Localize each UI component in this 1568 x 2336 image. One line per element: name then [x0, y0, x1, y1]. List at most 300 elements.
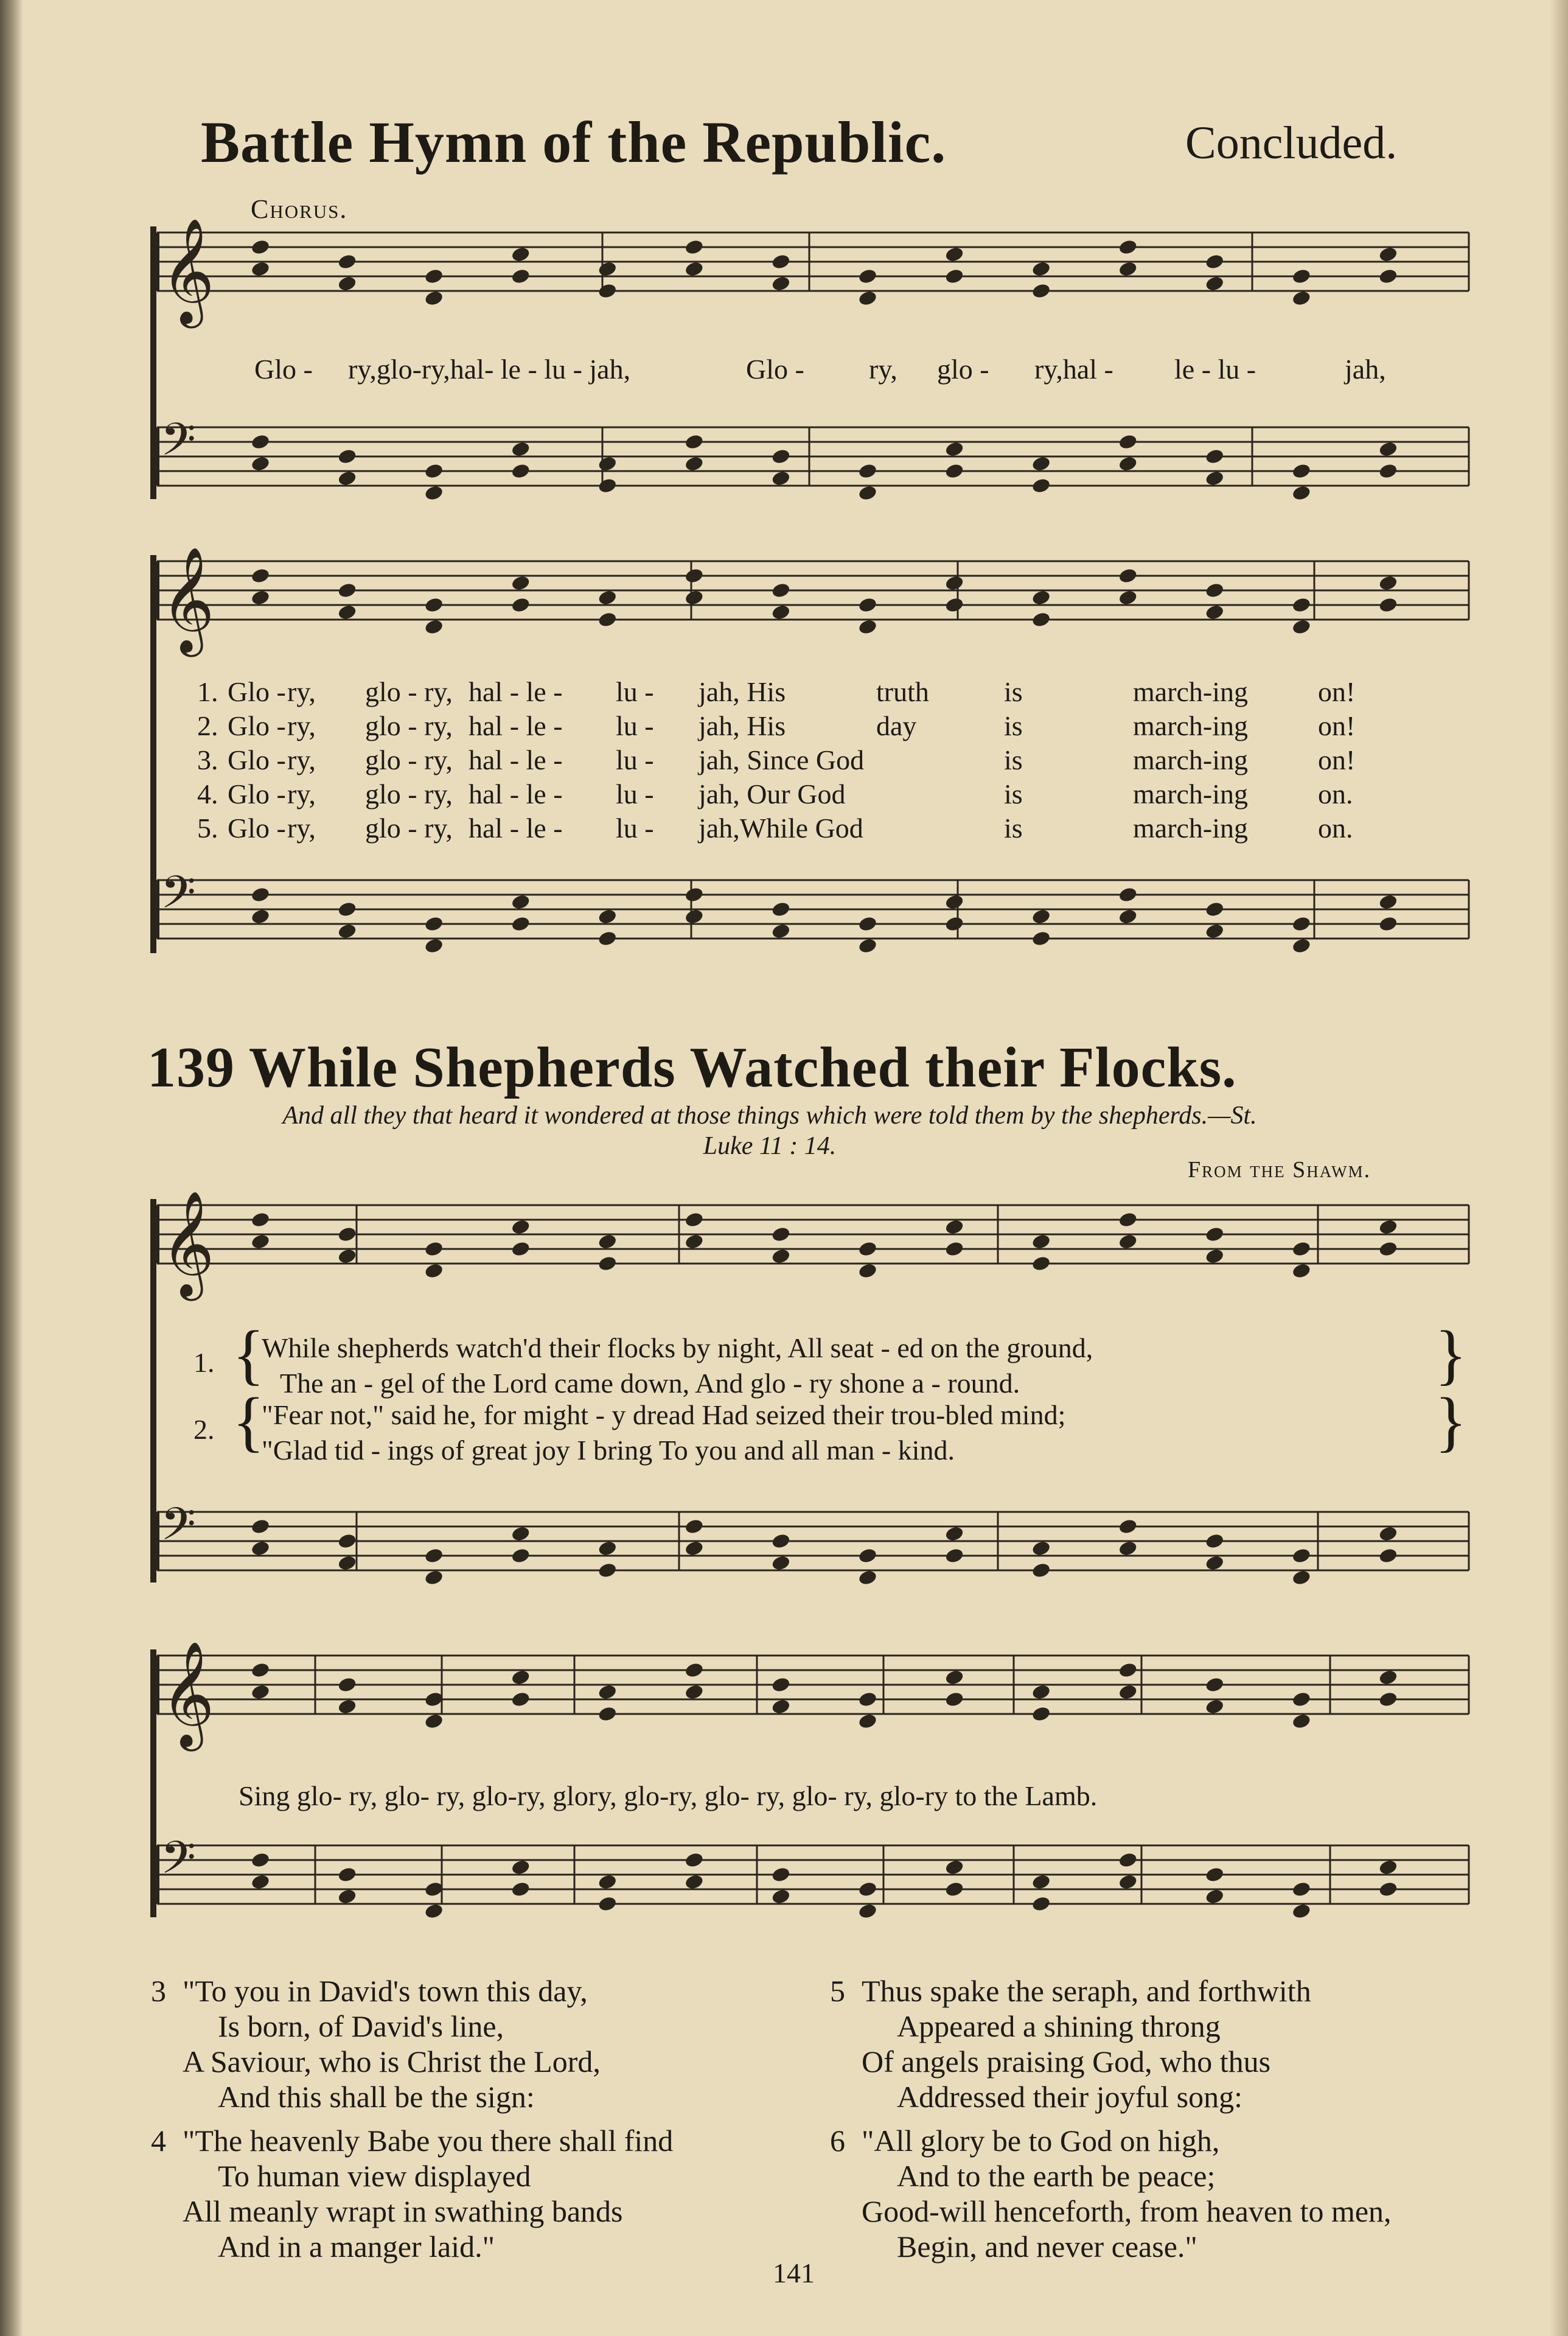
- verse-syllable: glo - ry,: [365, 676, 453, 707]
- verse-number: 1.: [197, 676, 218, 707]
- notehead: [857, 463, 877, 480]
- notehead: [510, 893, 531, 911]
- verse-syllable: Glo -: [228, 813, 286, 844]
- notehead: [1205, 901, 1225, 918]
- notehead: [424, 1262, 444, 1279]
- notehead: [337, 275, 357, 292]
- notehead: [1291, 1569, 1311, 1586]
- notehead: [1378, 1859, 1398, 1876]
- notehead: [1291, 1903, 1311, 1920]
- verse-syllable: lu -: [616, 676, 654, 707]
- verse-2-line-b: "Glad tid - ings of great joy I bring To you and all man - kind.: [262, 1435, 955, 1466]
- notehead: [510, 596, 531, 614]
- notehead: [1205, 1226, 1225, 1243]
- notehead: [337, 1226, 357, 1243]
- notehead: [250, 455, 270, 472]
- verse-syllable: jah,While God: [699, 813, 863, 844]
- notehead: [857, 596, 877, 614]
- verse-syllable: march-ing: [1133, 710, 1249, 741]
- stanza-6: [830, 2123, 1392, 2264]
- notehead: [1031, 1873, 1051, 1890]
- notehead: [1378, 596, 1398, 614]
- verse-syllable: hal - le -: [469, 813, 563, 844]
- verse-syllable: on!: [1318, 676, 1356, 707]
- notehead: [1118, 1852, 1138, 1869]
- chorus-lyric-3: Glo -: [746, 354, 804, 385]
- notehead: [1031, 611, 1051, 628]
- stanza-number: 5: [830, 1974, 845, 2008]
- notehead: [857, 290, 877, 307]
- notehead: [944, 246, 964, 263]
- chorus-mark: Chorus.: [251, 194, 348, 224]
- verse-syllable: hal - le -: [469, 710, 563, 741]
- verse-syllable: ry,: [287, 813, 316, 844]
- notehead: [424, 618, 444, 635]
- chorus-lyric-4: ry,: [869, 354, 897, 385]
- bass-clef-icon: 𝄢: [161, 413, 196, 477]
- notehead: [771, 1698, 791, 1715]
- notehead: [510, 1219, 531, 1236]
- notehead: [510, 441, 531, 458]
- stanza-line: And this shall be the sign:: [218, 2080, 535, 2114]
- notehead: [684, 1540, 704, 1557]
- notehead: [1118, 1540, 1138, 1557]
- brace-left-1: {: [232, 1317, 265, 1391]
- notehead: [857, 1881, 877, 1898]
- notehead: [1205, 448, 1225, 465]
- notehead: [1205, 470, 1225, 487]
- verse-syllable: lu -: [616, 813, 654, 844]
- brace-right-1: }: [1435, 1317, 1467, 1391]
- bass-clef-icon: 𝄢: [161, 1831, 196, 1895]
- notehead: [250, 589, 270, 606]
- verse-syllable: is: [1004, 676, 1023, 707]
- notehead: [598, 1684, 618, 1701]
- notehead: [598, 1705, 618, 1722]
- tune-source: From the Shawm.: [1188, 1157, 1371, 1183]
- notehead: [684, 1518, 704, 1535]
- notehead: [250, 433, 270, 450]
- verse-syllable: ry,: [287, 710, 316, 741]
- stanza-line: "All glory be to God on high,: [862, 2124, 1220, 2158]
- notehead: [1205, 582, 1225, 599]
- notehead: [250, 1873, 270, 1890]
- notehead: [337, 253, 357, 270]
- stanza-line: All meanly wrapt in swathing bands: [183, 2194, 623, 2228]
- notehead: [424, 937, 444, 954]
- notehead: [944, 1547, 964, 1564]
- notehead: [424, 1547, 444, 1564]
- notehead: [771, 901, 791, 918]
- brace-right-2: }: [1435, 1384, 1467, 1458]
- stanza-line: Thus spake the seraph, and forthwith: [862, 1974, 1311, 2008]
- notehead: [598, 1562, 618, 1579]
- notehead: [510, 1525, 531, 1542]
- notehead: [424, 1903, 444, 1920]
- notehead: [250, 1662, 270, 1679]
- notehead: [944, 1881, 964, 1898]
- hymn-title: Battle Hymn of the Republic.: [201, 110, 947, 175]
- notehead: [857, 937, 877, 954]
- notehead: [250, 1684, 270, 1701]
- notehead: [1118, 589, 1138, 606]
- verse-number: 3.: [197, 744, 218, 775]
- notehead: [944, 1525, 964, 1542]
- notehead: [944, 1669, 964, 1686]
- notehead: [944, 915, 964, 932]
- notehead: [684, 589, 704, 606]
- notehead: [1031, 1255, 1051, 1272]
- notehead: [1118, 886, 1138, 903]
- notehead: [337, 448, 357, 465]
- notehead: [510, 1859, 531, 1876]
- notehead: [424, 596, 444, 614]
- notehead: [1118, 567, 1138, 584]
- verse-syllable: on.: [1318, 778, 1353, 810]
- stanza-line: Begin, and never cease.": [897, 2229, 1197, 2264]
- notehead: [1205, 604, 1225, 621]
- page-number: 141: [773, 2257, 815, 2289]
- notehead: [1378, 246, 1398, 263]
- notehead: [1031, 1562, 1051, 1579]
- notehead: [1118, 908, 1138, 925]
- notehead: [250, 1852, 270, 1869]
- hymn-139-title: [147, 1035, 1237, 1100]
- notehead: [1378, 893, 1398, 911]
- chorus-lyric-2: ry,glo-ry,hal- le - lu - jah,: [348, 354, 631, 385]
- notehead: [1378, 441, 1398, 458]
- notehead: [337, 1554, 357, 1572]
- verse-syllable: is: [1004, 710, 1023, 741]
- notehead: [944, 893, 964, 911]
- verse-syllable: march-ing: [1133, 813, 1249, 844]
- stanza-line: Of angels praising God, who thus: [862, 2044, 1271, 2079]
- notehead: [1205, 923, 1225, 940]
- chorus-lyric-5: glo -: [937, 354, 989, 385]
- notehead: [1031, 908, 1051, 925]
- notehead: [944, 1691, 964, 1708]
- verse-syllable: is: [1004, 778, 1023, 810]
- bass-clef-icon: 𝄢: [161, 866, 196, 930]
- verse-syllable: march-ing: [1133, 676, 1249, 707]
- notehead: [1291, 1547, 1311, 1564]
- verse-syllable: Glo -: [228, 676, 286, 707]
- stanza-3: [151, 1973, 601, 2114]
- notehead: [857, 1240, 877, 1257]
- notehead: [1291, 290, 1311, 307]
- verse-syllable: glo - ry,: [365, 744, 453, 775]
- verse-number-1: 1.: [193, 1347, 215, 1378]
- notehead: [1118, 433, 1138, 450]
- verse-syllable: is: [1004, 744, 1023, 775]
- verse-syllable: jah, Since God: [699, 744, 865, 775]
- notehead: [771, 1226, 791, 1243]
- notehead: [857, 618, 877, 635]
- notehead: [771, 448, 791, 465]
- verse-syllable: hal - le -: [469, 676, 563, 707]
- notehead: [684, 1852, 704, 1869]
- notehead: [1378, 1219, 1398, 1236]
- brace-left-2: {: [232, 1384, 265, 1458]
- notehead: [337, 1676, 357, 1693]
- notehead: [250, 239, 270, 256]
- notehead: [1378, 1547, 1398, 1564]
- notehead: [771, 1888, 791, 1905]
- scripture-epigraph: And all they that heard it wondered at those things which were told them by the shepherds.—St. Luke 11 : 14.: [282, 1102, 1257, 1160]
- notehead: [424, 1713, 444, 1730]
- verse-syllable: on.: [1318, 813, 1353, 844]
- notehead: [1205, 1676, 1225, 1693]
- notehead: [250, 886, 270, 903]
- notehead: [857, 1547, 877, 1564]
- notehead: [337, 901, 357, 918]
- notehead: [1291, 937, 1311, 954]
- notehead: [424, 290, 444, 307]
- notehead: [598, 1873, 618, 1890]
- refrain-lyric: Sing glo- ry, glo- ry, glo-ry, glory, glo-ry, glo- ry, glo- ry, glo-ry to the Lamb.: [239, 1780, 1098, 1811]
- notehead: [510, 268, 531, 285]
- notehead: [598, 455, 618, 472]
- stanza-number: 4: [151, 2124, 166, 2158]
- notehead: [684, 1873, 704, 1890]
- notehead: [944, 1219, 964, 1236]
- chorus-lyric-1: Glo -: [254, 354, 313, 385]
- notehead: [944, 575, 964, 592]
- verse-syllable: glo - ry,: [365, 813, 453, 844]
- notehead: [337, 470, 357, 487]
- notehead: [598, 477, 618, 494]
- stanza-line: Is born, of David's line,: [218, 2009, 504, 2043]
- notehead: [1205, 1248, 1225, 1265]
- verse-syllable: truth: [876, 676, 929, 707]
- verse-2-line-a: "Fear not," said he, for might - y dread Had seized their trou-bled mind;: [262, 1399, 1066, 1430]
- stanza-number: 6: [830, 2124, 845, 2158]
- notehead: [1378, 1525, 1398, 1542]
- verse-syllable: march-ing: [1133, 778, 1249, 810]
- verse-syllable: hal - le -: [469, 778, 563, 810]
- notehead: [771, 1866, 791, 1883]
- notehead: [771, 1676, 791, 1693]
- notehead: [857, 484, 877, 502]
- notehead: [944, 463, 964, 480]
- notehead: [250, 1211, 270, 1228]
- notehead: [598, 1233, 618, 1250]
- notehead: [424, 463, 444, 480]
- verse-syllable: jah, Our God: [699, 778, 846, 810]
- verse-syllable: lu -: [616, 778, 654, 810]
- notehead: [424, 915, 444, 932]
- notehead: [684, 239, 704, 256]
- notehead: [1291, 484, 1311, 502]
- notehead: [1291, 1240, 1311, 1257]
- notehead: [510, 1691, 531, 1708]
- verse-syllable: lu -: [616, 710, 654, 741]
- notehead: [1031, 589, 1051, 606]
- notehead: [337, 604, 357, 621]
- stanza-line: Appeared a shining throng: [897, 2009, 1221, 2043]
- notehead: [857, 1903, 877, 1920]
- verse-syllable: on!: [1318, 744, 1356, 775]
- notehead: [1205, 1554, 1225, 1572]
- notehead: [1378, 575, 1398, 592]
- treble-clef-icon: 𝄞: [161, 1191, 215, 1296]
- notehead: [771, 1554, 791, 1572]
- notehead: [1031, 1684, 1051, 1701]
- stanza-line: And to the earth be peace;: [897, 2159, 1216, 2193]
- notehead: [598, 1895, 618, 1912]
- notehead: [1291, 618, 1311, 635]
- chorus-lyric-8: jah,: [1345, 354, 1386, 385]
- notehead: [1118, 1873, 1138, 1890]
- notehead: [1118, 1518, 1138, 1535]
- notehead: [1378, 1669, 1398, 1686]
- notehead: [1291, 1691, 1311, 1708]
- notehead: [598, 1255, 618, 1272]
- notehead: [598, 261, 618, 278]
- notehead: [1205, 275, 1225, 292]
- notehead: [684, 1211, 704, 1228]
- verse-number: 2.: [197, 710, 218, 741]
- notehead: [1118, 1662, 1138, 1679]
- verse-syllable: ry,: [287, 676, 316, 707]
- bass-clef-icon: 𝄢: [161, 1498, 196, 1562]
- notehead: [1118, 261, 1138, 278]
- notehead: [510, 575, 531, 592]
- verse-syllable: glo - ry,: [365, 710, 453, 741]
- notehead: [1378, 1240, 1398, 1257]
- notehead: [1291, 915, 1311, 932]
- notehead: [1205, 1888, 1225, 1905]
- notehead: [1031, 477, 1051, 494]
- notehead: [1118, 1211, 1138, 1228]
- notehead: [1291, 1713, 1311, 1730]
- notehead: [857, 915, 877, 932]
- treble-clef-icon: 𝄞: [161, 547, 215, 652]
- notehead: [598, 282, 618, 299]
- treble-clef-icon: 𝄞: [161, 1641, 215, 1747]
- notehead: [424, 1569, 444, 1586]
- notehead: [1378, 1881, 1398, 1898]
- notehead: [1378, 1691, 1398, 1708]
- notehead: [337, 923, 357, 940]
- notehead: [1378, 915, 1398, 932]
- notehead: [1291, 463, 1311, 480]
- notehead: [337, 1248, 357, 1265]
- notehead: [944, 1859, 964, 1876]
- stanza-line: A Saviour, who is Christ the Lord,: [183, 2044, 601, 2079]
- verse-1-line-a: While shepherds watch'd their flocks by night, All seat - ed on the ground,: [262, 1332, 1093, 1363]
- notehead: [1205, 1533, 1225, 1550]
- verse-syllable: ry,: [287, 744, 316, 775]
- notehead: [598, 930, 618, 947]
- notehead: [424, 268, 444, 285]
- notehead: [684, 1233, 704, 1250]
- notehead: [684, 261, 704, 278]
- notehead: [1031, 261, 1051, 278]
- notehead: [598, 589, 618, 606]
- notehead: [857, 1569, 877, 1586]
- stanza-line: To human view displayed: [218, 2159, 531, 2193]
- notehead: [771, 923, 791, 940]
- notehead: [684, 455, 704, 472]
- chorus-lyric-7: le - lu -: [1174, 354, 1256, 385]
- verse-number: 5.: [197, 813, 218, 844]
- stanza-line: "The heavenly Babe you there shall find: [183, 2124, 674, 2158]
- verse-syllable: glo - ry,: [365, 778, 453, 810]
- stanza-4: [151, 2123, 674, 2264]
- notehead: [771, 604, 791, 621]
- notehead: [771, 275, 791, 292]
- notehead: [1205, 1698, 1225, 1715]
- verse-syllable: march-ing: [1133, 744, 1249, 775]
- verse-syllable: hal - le -: [469, 744, 563, 775]
- notehead: [510, 246, 531, 263]
- notehead: [1031, 930, 1051, 947]
- notehead: [598, 1540, 618, 1557]
- notehead: [337, 1888, 357, 1905]
- verse-syllable: jah, His: [699, 676, 786, 707]
- notehead: [944, 596, 964, 614]
- notehead: [944, 1240, 964, 1257]
- notehead: [684, 908, 704, 925]
- notehead: [250, 261, 270, 278]
- notehead: [684, 433, 704, 450]
- notehead: [1031, 455, 1051, 472]
- notehead: [1031, 1540, 1051, 1557]
- notehead: [510, 1669, 531, 1686]
- notehead: [857, 1262, 877, 1279]
- chorus-lyric-6: ry,hal -: [1034, 354, 1113, 385]
- notehead: [250, 1518, 270, 1535]
- verse-syllable: Glo -: [228, 778, 286, 810]
- notehead: [598, 611, 618, 628]
- notehead: [1378, 268, 1398, 285]
- notehead: [424, 484, 444, 502]
- notehead: [684, 886, 704, 903]
- notehead: [510, 463, 531, 480]
- notehead: [684, 567, 704, 584]
- hymn-number: 139: [147, 1036, 235, 1099]
- hymn-subtitle: Concluded.: [1185, 117, 1398, 169]
- notehead: [857, 1691, 877, 1708]
- notehead: [510, 915, 531, 932]
- notehead: [1031, 1895, 1051, 1912]
- notehead: [510, 1881, 531, 1898]
- notehead: [771, 1248, 791, 1265]
- stanza-5: [830, 1973, 1311, 2114]
- treble-clef-icon: 𝄞: [161, 218, 215, 324]
- verse-syllable: ry,: [287, 778, 316, 810]
- verse-syllable: lu -: [616, 744, 654, 775]
- notehead: [1031, 282, 1051, 299]
- notehead: [1378, 463, 1398, 480]
- stanza-line: Addressed their joyful song:: [897, 2080, 1242, 2114]
- notehead: [1031, 1233, 1051, 1250]
- notehead: [771, 470, 791, 487]
- notehead: [250, 1540, 270, 1557]
- notehead: [337, 1698, 357, 1715]
- notehead: [944, 268, 964, 285]
- notehead: [337, 1533, 357, 1550]
- notehead: [1291, 1262, 1311, 1279]
- notehead: [250, 567, 270, 584]
- notehead: [1291, 596, 1311, 614]
- notehead: [684, 1662, 704, 1679]
- notehead: [1031, 1705, 1051, 1722]
- verse-number: 4.: [197, 778, 218, 810]
- notehead: [1118, 239, 1138, 256]
- notehead: [771, 1533, 791, 1550]
